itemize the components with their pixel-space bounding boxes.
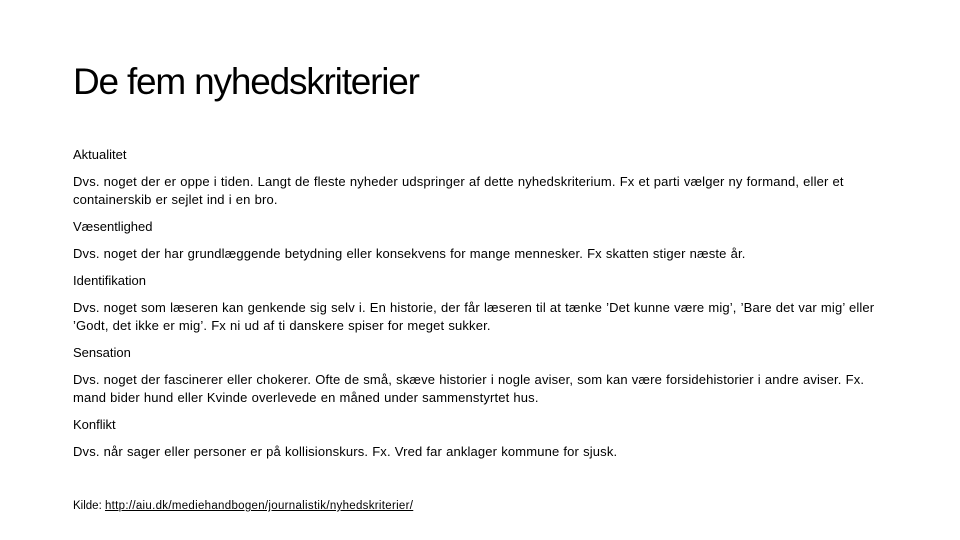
criterion-heading: Væsentlighed — [73, 219, 153, 234]
criterion-sensation — [73, 344, 888, 407]
criterion-description: Dvs. noget der er oppe i tiden. Langt de fleste nyheder udspringer af dette nyhedskriterium. Fx et parti vælger ny formand, eller et containerskib er sejlet ind i en bro. — [73, 174, 844, 207]
source-citation — [73, 498, 888, 514]
criterion-konflikt — [73, 416, 888, 461]
criterion-heading: Aktualitet — [73, 147, 127, 162]
source-link[interactable]: http://aiu.dk/mediehandbogen/journalistik/nyhedskriterier/ — [104, 500, 414, 512]
criterion-aktualitet — [73, 146, 888, 209]
criteria-list — [73, 146, 888, 514]
page-title: De fem nyhedskriterier — [73, 61, 419, 102]
criterion-description: Dvs. noget der har grundlæggende betydning eller konsekvens for mange mennesker. Fx skatten stiger næste år. — [73, 246, 746, 261]
criterion-vaesentlighed — [73, 218, 888, 263]
criterion-heading: Identifikation — [73, 273, 146, 288]
criterion-description: Dvs. når sager eller personer er på kollisionskurs. Fx. Vred far anklager kommune for sjusk. — [73, 444, 618, 459]
criterion-description: Dvs. noget der fascinerer eller chokerer. Ofte de små, skæve historier i nogle aviser, som kan være forsidehistorier i andre aviser. Fx. mand bider hund eller Kvinde overlevede en måned under sammenstyrtet hus. — [73, 372, 865, 405]
criterion-heading: Konflikt — [73, 417, 116, 432]
criterion-description: Dvs. noget som læseren kan genkende sig selv i. En historie, der får læseren til at tænke ’Det kunne være mig’, ’Bare det var mig’ eller ’Godt, det ikke er mig’. Fx ni ud af ti danskere spiser for meget sukker. — [73, 300, 875, 333]
criterion-heading: Sensation — [73, 345, 131, 360]
source-label: Kilde: — [73, 500, 102, 512]
criterion-identifikation — [73, 272, 888, 335]
